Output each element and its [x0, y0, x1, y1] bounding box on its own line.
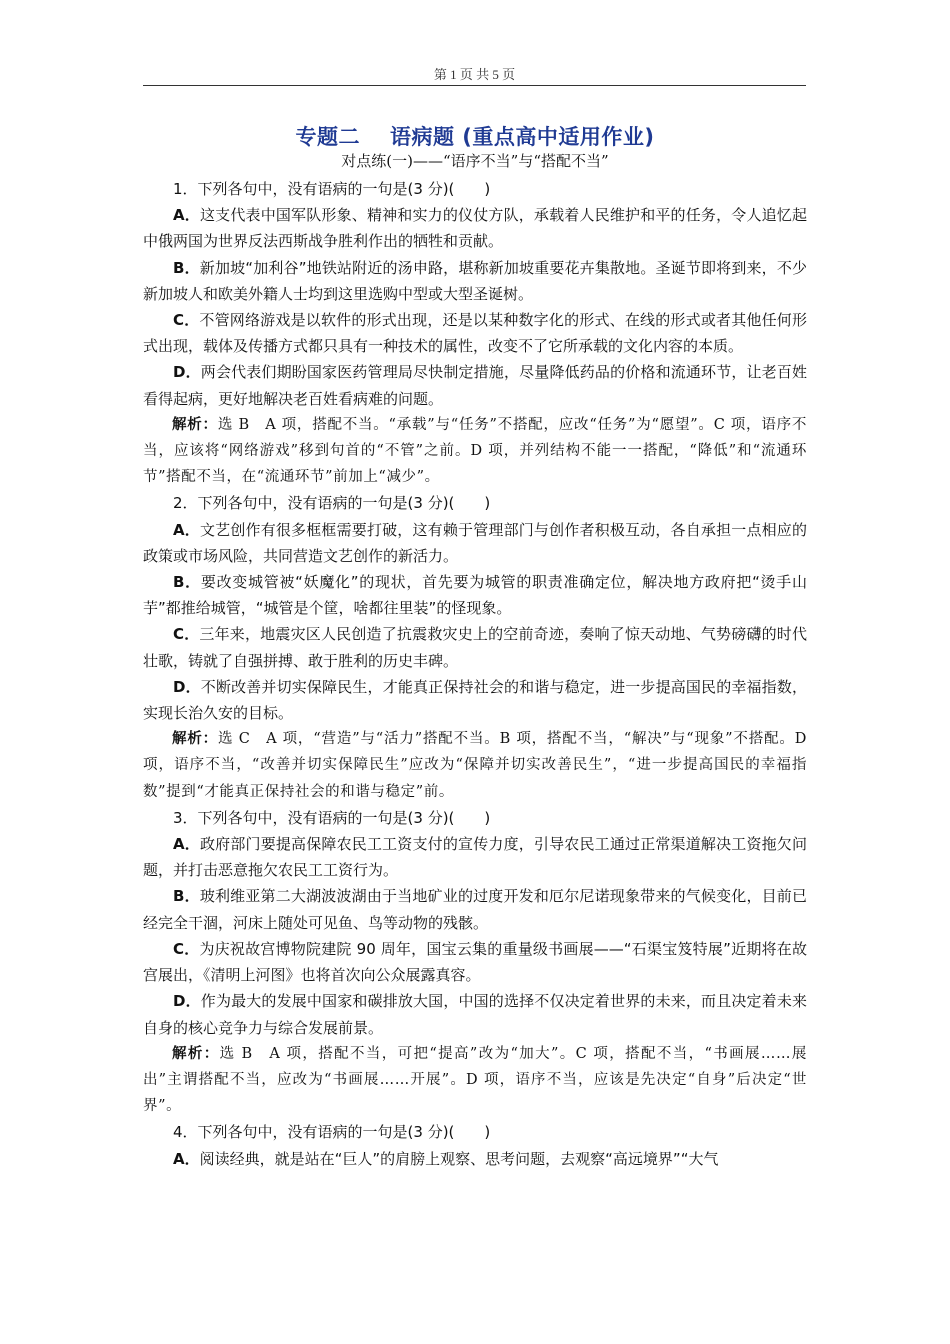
option-a [143, 202, 807, 254]
option-text: 这支代表中国军队形象、精神和实力的仪仗方队，承载着人民维护和平的任务，令人追忆起中俄两国为世界反法西斯战争胜利作出的牺牲和贡献。 [143, 206, 807, 251]
option-a [143, 831, 807, 883]
analysis [143, 726, 807, 805]
question-stem: 3．下列各句中，没有语病的一句是(3 分)( ) [173, 808, 491, 827]
option-letter: B． [173, 573, 201, 592]
analysis-text: 选 B A 项，搭配不当，可把“提高”改为“加大”。C 项，搭配不当，“书画展……展出”主谓搭配不当，应改为“书画展……开展”。D 项，语序不当，应该是先决定“自身”后决定“世界”。 [143, 1045, 807, 1115]
option-d [143, 674, 807, 726]
document-title [0, 121, 950, 151]
option-letter: B． [173, 887, 200, 906]
option-b [143, 883, 807, 935]
option-letter: A． [173, 1149, 200, 1168]
option-b [143, 569, 807, 621]
option-letter: C． [173, 625, 200, 644]
option-letter: C． [173, 311, 200, 330]
option-letter: C． [173, 939, 200, 958]
page-indicator: 第 1 页 共 5 页 [433, 67, 516, 82]
option-text: 要改变城管被“妖魔化”的现状，首先要为城管的职责准确定位，解决地方政府把“烫手山芋”都推给城管，“城管是个筐，啥都往里装”的怪现象。 [143, 573, 807, 618]
title-part-1: 专题二 [295, 125, 360, 149]
option-letter: A． [173, 206, 200, 225]
question-stem: 2．下列各句中，没有语病的一句是(3 分)( ) [173, 494, 491, 513]
question-stem: 4．下列各句中，没有语病的一句是(3 分)( ) [173, 1123, 491, 1142]
option-text: 为庆祝故宫博物院建院 90 周年，国宝云集的重量级书画展——“石渠宝笈特展”近期将在故宫展出，《清明上河图》也将首次向公众展露真容。 [143, 939, 807, 985]
option-letter: A． [173, 835, 200, 854]
option-a [143, 517, 807, 569]
option-text: 三年来，地震灾区人民创造了抗震救灾史上的空前奇迹，奏响了惊天动地、气势磅礴的时代壮歌，铸就了自强拼搏、敢于胜利的历史丰碑。 [143, 625, 807, 670]
question-stem: 1．下列各句中，没有语病的一句是(3 分)( ) [173, 180, 491, 198]
option-c [143, 621, 807, 673]
analysis-text: 选 C A 项，“营造”与“活力”搭配不当。B 项，搭配不当，“解决”与“现象”不搭配。D 项，语序不当，“改善并切实保障民生”应改为“保障并切实改善民生”，“进一步提高国民的幸福指数”提到“才能真正保持社会的和谐与稳定”前。 [143, 731, 807, 800]
option-c [143, 307, 807, 359]
option-d [143, 359, 807, 411]
title-part-2: 语病题 (重点高中适用作业) [389, 125, 655, 149]
option-text: 不断改善并切实保障民生，才能真正保持社会的和谐与稳定，进一步提高国民的幸福指数，实现长治久安的目标。 [143, 677, 807, 723]
analysis-text: 选 B A 项，搭配不当。“承载”与“任务”不搭配，应改“任务”为“愿望”。C 项，语序不当，应该将“网络游戏”移到句首的“不管”之前。D 项，并列结构不能一一搭配，“降低”和“流通环节”搭配不当，在“流通环节”前加上“减少”。 [143, 416, 807, 486]
option-text: 新加坡“加利谷”地铁站附近的汤申路，堪称新加坡重要花卉集散地。圣诞节即将到来，不少新加坡人和欧美外籍人士均到这里选购中型或大型圣诞树。 [143, 258, 808, 303]
option-text: 作为最大的发展中国家和碳排放大国，中国的选择不仅决定着世界的未来，而且决定着未来自身的核心竞争力与综合发展前景。 [143, 992, 807, 1037]
option-b [143, 255, 807, 307]
option-d [143, 988, 807, 1040]
option-text: 不管网络游戏是以软件的形式出现，还是以某种数字化的形式、在线的形式或者其他任何形式出现，载体及传播方式都只具有一种技术的属性，改变不了它所承载的文化内容的本质。 [143, 311, 807, 356]
analysis-label: 解析： [172, 415, 218, 433]
option-letter: B． [173, 258, 200, 277]
option-c [143, 936, 807, 988]
analysis [143, 412, 807, 491]
option-text: 两会代表们期盼国家医药管理局尽快制定措施，尽量降低药品的价格和流通环节，让老百姓看得起病，更好地解决老百姓看病难的问题。 [143, 363, 807, 408]
document-body [143, 176, 807, 1172]
document-subtitle: 对点练(一)——“语序不当”与“搭配不当” [341, 152, 609, 170]
analysis [143, 1041, 807, 1120]
option-text: 政府部门要提高保障农民工工资支付的宣传力度，引导农民工通过正常渠道解决工资拖欠问题，并打击恶意拖欠农民工工资行为。 [143, 835, 807, 880]
option-text: 文艺创作有很多框框需要打破，这有赖于管理部门与创作者积极互动，各自承担一点相应的政策或市场风险，共同营造文艺创作的新活力。 [143, 520, 807, 565]
analysis-label: 解析： [172, 1044, 220, 1062]
option-letter: D． [173, 677, 201, 696]
header-divider [143, 85, 806, 86]
option-letter: A． [173, 520, 200, 539]
option-letter: D． [173, 992, 201, 1011]
analysis-label: 解析： [172, 730, 219, 748]
option-a [143, 1146, 807, 1172]
option-text: 玻利维亚第二大湖波波湖由于当地矿业的过度开发和厄尔尼诺现象带来的气候变化，目前已经完全干涸，河床上随处可见鱼、鸟等动物的残骸。 [143, 887, 807, 932]
option-text: 阅读经典，就是站在“巨人”的肩膀上观察、思考问题，去观察“高远境界”“大气 [199, 1149, 719, 1168]
option-letter: D． [173, 363, 201, 382]
